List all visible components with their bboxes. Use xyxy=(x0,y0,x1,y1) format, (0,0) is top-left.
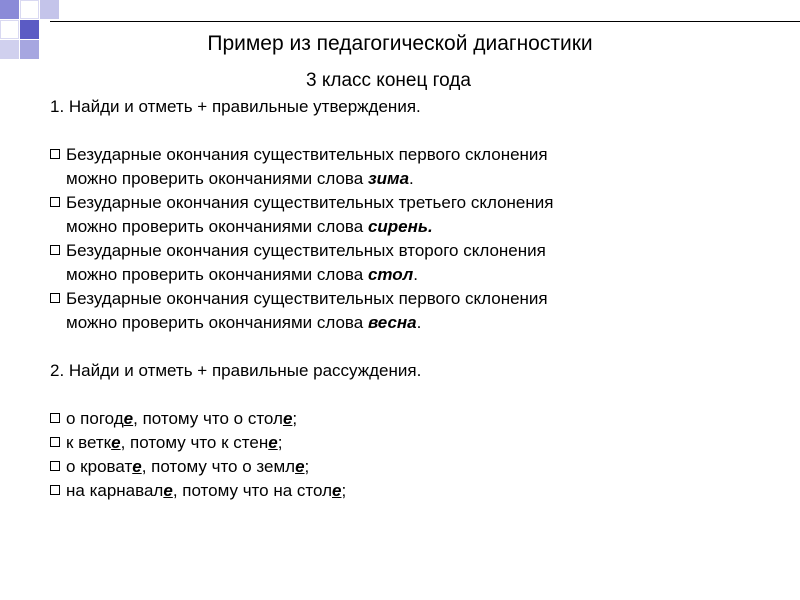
ending-letter: е xyxy=(332,481,342,500)
ending-letter: е xyxy=(163,481,173,500)
item-text: можно проверить окончаниями слова xyxy=(66,313,368,332)
item-text: ; xyxy=(292,409,298,428)
corner-square xyxy=(40,0,59,19)
spacer xyxy=(50,119,750,143)
item-text: . xyxy=(413,265,418,284)
spacer xyxy=(50,383,750,407)
keyword: весна xyxy=(367,313,417,332)
task1-heading: 1. Найди и отметь + правильные утверждения. xyxy=(50,97,421,116)
item-text: можно проверить окончаниями слова xyxy=(66,265,368,284)
item-text: Безударные окончания существительных третьего склонения xyxy=(66,193,554,212)
checkbox-icon[interactable] xyxy=(50,461,60,471)
item-text: ; xyxy=(304,457,310,476)
item-text: , потому что на стол xyxy=(172,481,332,500)
item-text: можно проверить окончаниями слова xyxy=(66,169,368,188)
keyword: стол xyxy=(367,265,414,284)
item-text: к ветк xyxy=(66,433,112,452)
item-text: о погод xyxy=(66,409,124,428)
item-text: ; xyxy=(341,481,347,500)
keyword: зима xyxy=(367,169,410,188)
checkbox-icon[interactable] xyxy=(50,413,60,423)
task2-item xyxy=(50,479,750,503)
item-text: , потому что к стен xyxy=(120,433,269,452)
task1-item xyxy=(50,239,750,287)
item-text: . xyxy=(409,169,414,188)
checkbox-icon[interactable] xyxy=(50,245,60,255)
item-text: на карнавал xyxy=(66,481,164,500)
item-text: Безударные окончания существительных первого склонения xyxy=(66,289,548,308)
ending-letter: е xyxy=(123,409,134,428)
task1-item xyxy=(50,287,750,335)
checkbox-icon[interactable] xyxy=(50,149,60,159)
keyword: сирень. xyxy=(367,217,433,236)
task1-item xyxy=(50,191,750,239)
spacer xyxy=(50,335,750,359)
corner-square xyxy=(20,0,39,19)
task2-item xyxy=(50,431,750,455)
item-text: о кроват xyxy=(66,457,133,476)
checkbox-icon[interactable] xyxy=(50,197,60,207)
item-text: , потому что о стол xyxy=(133,409,283,428)
ending-letter: е xyxy=(295,457,305,476)
item-text: , потому что о земл xyxy=(141,457,296,476)
task2-item xyxy=(50,455,750,479)
ending-letter: е xyxy=(282,409,293,428)
item-text: можно проверить окончаниями слова xyxy=(66,217,368,236)
ending-letter: е xyxy=(111,433,121,452)
task1-item xyxy=(50,143,750,191)
task2-item xyxy=(50,407,750,431)
ending-letter: е xyxy=(132,457,142,476)
slide-subtitle: 3 класс конец года xyxy=(306,70,471,91)
slide-content xyxy=(50,95,750,503)
item-text: . xyxy=(416,313,422,332)
corner-square xyxy=(0,0,19,19)
top-rule xyxy=(50,21,800,22)
ending-letter: е xyxy=(268,433,278,452)
item-text: Безударные окончания существительных первого склонения xyxy=(66,145,548,164)
checkbox-icon[interactable] xyxy=(50,437,60,447)
item-text: Безударные окончания существительных второго склонения xyxy=(66,241,546,260)
task2-heading: 2. Найди и отметь + правильные рассуждения. xyxy=(50,361,422,380)
slide-title: Пример из педагогической диагностики xyxy=(207,32,593,55)
checkbox-icon[interactable] xyxy=(50,293,60,303)
checkbox-icon[interactable] xyxy=(50,485,60,495)
item-text: ; xyxy=(277,433,283,452)
